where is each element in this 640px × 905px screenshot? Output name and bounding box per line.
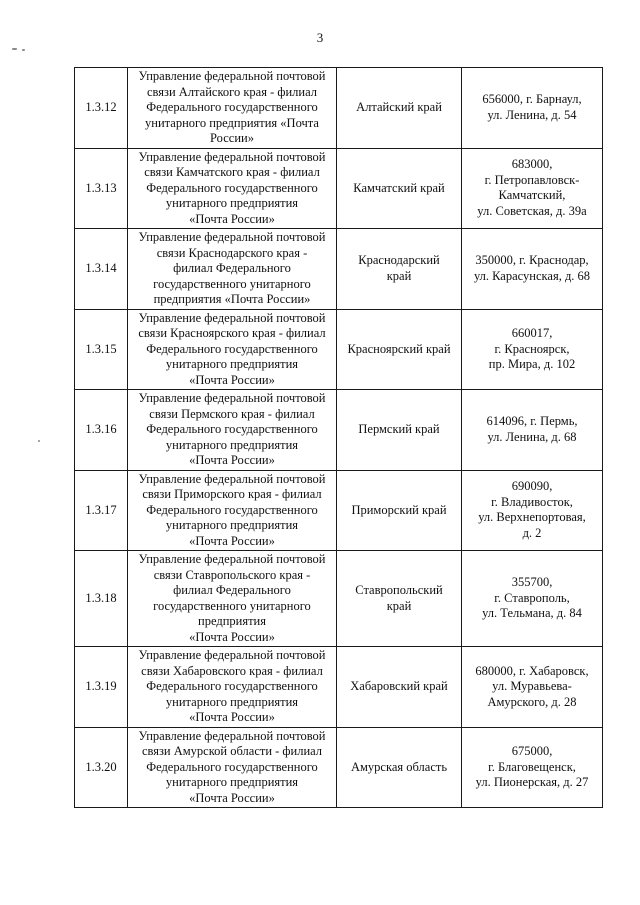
row-number: 1.3.20 [75, 727, 128, 808]
row-number: 1.3.19 [75, 647, 128, 728]
postal-address: 683000, г. Петропавловск- Камчатский, ул. Советская, д. 39а [462, 148, 603, 229]
organization-name: Управление федеральной почтовой связи Красноярского края - филиал Федерального государственного унитарного предприятия «Почта России» [128, 309, 337, 390]
scan-speck [22, 49, 25, 51]
postal-address: 690090, г. Владивосток, ул. Верхнепортовая, д. 2 [462, 470, 603, 551]
region-name: Амурская область [337, 727, 462, 808]
region-name: Краснодарский край [337, 229, 462, 310]
organization-name: Управление федеральной почтовой связи Хабаровского края - филиал Федерального государственного унитарного предприятия «Почта России» [128, 647, 337, 728]
table-row [75, 148, 603, 229]
table-row [75, 647, 603, 728]
region-name: Ставропольский край [337, 551, 462, 647]
row-number: 1.3.18 [75, 551, 128, 647]
row-number: 1.3.14 [75, 229, 128, 310]
region-name: Приморский край [337, 470, 462, 551]
row-number: 1.3.17 [75, 470, 128, 551]
region-name: Алтайский край [337, 68, 462, 149]
organization-name: Управление федеральной почтовой связи Приморского края - филиал Федерального государственного унитарного предприятия «Почта России» [128, 470, 337, 551]
organization-name: Управление федеральной почтовой связи Пермского края - филиал Федерального государственного унитарного предприятия «Почта России» [128, 390, 337, 471]
row-number: 1.3.13 [75, 148, 128, 229]
row-number: 1.3.12 [75, 68, 128, 149]
row-number: 1.3.16 [75, 390, 128, 471]
scan-speck [38, 440, 40, 442]
table-row [75, 727, 603, 808]
scan-speck [12, 48, 17, 50]
table-row [75, 309, 603, 390]
postal-address: 660017, г. Красноярск, пр. Мира, д. 102 [462, 309, 603, 390]
table-row [75, 68, 603, 149]
region-name: Красноярский край [337, 309, 462, 390]
postal-address: 614096, г. Пермь, ул. Ленина, д. 68 [462, 390, 603, 471]
table-row [75, 390, 603, 471]
postal-address: 350000, г. Краснодар, ул. Карасунская, д. 68 [462, 229, 603, 310]
page-number: 3 [316, 30, 324, 45]
region-name: Камчатский край [337, 148, 462, 229]
region-name: Пермский край [337, 390, 462, 471]
postal-address: 680000, г. Хабаровск, ул. Муравьева- Амурского, д. 28 [462, 647, 603, 728]
table-row [75, 470, 603, 551]
organization-name: Управление федеральной почтовой связи Ставропольского края - филиал Федерального государственного унитарного предприятия «Почта России» [128, 551, 337, 647]
postal-branches-table [74, 67, 603, 808]
table-row [75, 229, 603, 310]
region-name: Хабаровский край [337, 647, 462, 728]
organization-name: Управление федеральной почтовой связи Амурской области - филиал Федерального государственного унитарного предприятия «Почта России» [128, 727, 337, 808]
organization-name: Управление федеральной почтовой связи Краснодарского края - филиал Федерального государственного унитарного предприятия «Почта России» [128, 229, 337, 310]
postal-address: 675000, г. Благовещенск, ул. Пионерская, д. 27 [462, 727, 603, 808]
organization-name: Управление федеральной почтовой связи Алтайского края - филиал Федерального государственного унитарного предприятия «Почта России» [128, 68, 337, 149]
row-number: 1.3.15 [75, 309, 128, 390]
organization-name: Управление федеральной почтовой связи Камчатского края - филиал Федерального государственного унитарного предприятия «Почта России» [128, 148, 337, 229]
table-row [75, 551, 603, 647]
postal-address: 355700, г. Ставрополь, ул. Тельмана, д. 84 [462, 551, 603, 647]
postal-address: 656000, г. Барнаул, ул. Ленина, д. 54 [462, 68, 603, 149]
